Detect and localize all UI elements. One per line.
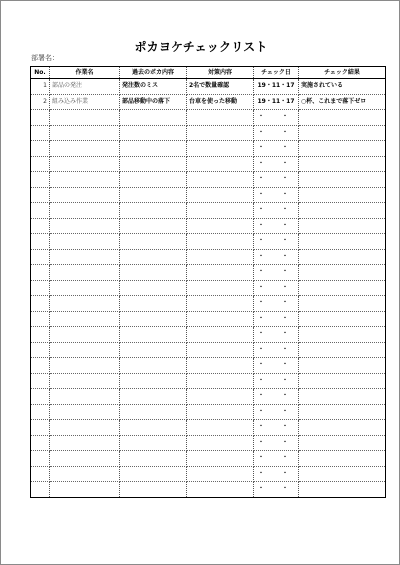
cell-task[interactable] <box>50 373 120 389</box>
page-title: ポカヨケチェックリスト <box>134 40 268 54</box>
cell-task[interactable] <box>50 156 120 172</box>
cell-task[interactable] <box>50 218 120 234</box>
table-row <box>31 141 386 157</box>
table-row <box>31 249 386 265</box>
cell-check-result[interactable] <box>299 172 386 188</box>
checklist-table <box>30 66 386 498</box>
cell-check-result[interactable] <box>299 482 386 498</box>
cell-no[interactable] <box>31 296 50 312</box>
cell-check-date[interactable]: ・ ・ <box>254 404 299 420</box>
cell-past-error[interactable]: 部品移動中の落下 <box>120 94 187 110</box>
cell-task[interactable] <box>50 203 120 219</box>
cell-task[interactable] <box>50 451 120 467</box>
cell-check-result[interactable] <box>299 404 386 420</box>
table-row <box>31 451 386 467</box>
cell-no[interactable]: 2 <box>31 94 50 110</box>
cell-check-result[interactable] <box>299 280 386 296</box>
cell-check-date[interactable]: ・ ・ <box>254 249 299 265</box>
cell-no[interactable] <box>31 311 50 327</box>
cell-no[interactable] <box>31 249 50 265</box>
cell-check-date[interactable]: ・ ・ <box>254 203 299 219</box>
cell-past-error[interactable] <box>120 342 187 358</box>
cell-no[interactable] <box>31 234 50 250</box>
cell-check-date[interactable]: ・ ・ <box>254 110 299 126</box>
cell-check-date[interactable]: ・ ・ <box>254 327 299 343</box>
cell-past-error[interactable] <box>120 373 187 389</box>
cell-check-date[interactable]: ・ ・ <box>254 172 299 188</box>
cell-check-result[interactable] <box>299 342 386 358</box>
cell-task[interactable] <box>50 234 120 250</box>
cell-past-error[interactable] <box>120 327 187 343</box>
cell-check-date[interactable]: ・ ・ <box>254 482 299 498</box>
cell-check-result[interactable] <box>299 156 386 172</box>
table-row <box>31 327 386 343</box>
cell-measure[interactable] <box>187 342 254 358</box>
cell-past-error[interactable] <box>120 141 187 157</box>
cell-check-date[interactable]: 19・11・17 <box>254 79 299 95</box>
table-row <box>31 389 386 405</box>
table-row <box>31 435 386 451</box>
cell-no[interactable] <box>31 482 50 498</box>
table-row <box>31 172 386 188</box>
cell-task[interactable] <box>50 172 120 188</box>
cell-check-date[interactable]: ・ ・ <box>254 187 299 203</box>
cell-no[interactable] <box>31 265 50 281</box>
table-row <box>31 296 386 312</box>
cell-check-result[interactable] <box>299 358 386 374</box>
cell-check-date[interactable]: ・ ・ <box>254 265 299 281</box>
cell-measure[interactable] <box>187 187 254 203</box>
cell-task[interactable] <box>50 435 120 451</box>
cell-measure[interactable] <box>187 311 254 327</box>
cell-check-result[interactable] <box>299 435 386 451</box>
cell-measure[interactable] <box>187 280 254 296</box>
cell-check-date[interactable]: ・ ・ <box>254 125 299 141</box>
header-check-date: チェック日 <box>254 67 299 79</box>
cell-check-date[interactable]: ・ ・ <box>254 451 299 467</box>
cell-no[interactable] <box>31 373 50 389</box>
table-body <box>31 79 386 498</box>
cell-task[interactable] <box>50 296 120 312</box>
cell-task[interactable] <box>50 342 120 358</box>
cell-check-result[interactable] <box>299 451 386 467</box>
table-row <box>31 218 386 234</box>
cell-check-date[interactable]: ・ ・ <box>254 141 299 157</box>
cell-past-error[interactable] <box>120 296 187 312</box>
cell-check-result[interactable] <box>299 389 386 405</box>
cell-measure[interactable] <box>187 218 254 234</box>
cell-past-error[interactable] <box>120 203 187 219</box>
cell-past-error[interactable] <box>120 389 187 405</box>
cell-measure[interactable] <box>187 172 254 188</box>
cell-task[interactable] <box>50 249 120 265</box>
cell-check-result[interactable] <box>299 265 386 281</box>
table-row <box>31 110 386 126</box>
header-no: No. <box>31 67 50 79</box>
cell-measure[interactable] <box>187 466 254 482</box>
cell-check-date[interactable]: ・ ・ <box>254 311 299 327</box>
cell-measure[interactable] <box>187 435 254 451</box>
cell-check-result[interactable] <box>299 234 386 250</box>
cell-task[interactable] <box>50 280 120 296</box>
cell-check-date[interactable]: ・ ・ <box>254 218 299 234</box>
cell-check-result[interactable] <box>299 218 386 234</box>
cell-check-result[interactable] <box>299 373 386 389</box>
cell-check-result[interactable] <box>299 187 386 203</box>
cell-task[interactable] <box>50 466 120 482</box>
table-row <box>31 234 386 250</box>
cell-measure[interactable] <box>187 451 254 467</box>
cell-no[interactable] <box>31 404 50 420</box>
cell-task[interactable] <box>50 141 120 157</box>
cell-check-date[interactable]: ・ ・ <box>254 373 299 389</box>
table-row <box>31 482 386 498</box>
cell-measure[interactable] <box>187 249 254 265</box>
cell-no[interactable] <box>31 451 50 467</box>
cell-no[interactable] <box>31 435 50 451</box>
cell-task[interactable]: 部品の発注 <box>50 79 120 95</box>
cell-check-result[interactable] <box>299 327 386 343</box>
cell-measure[interactable] <box>187 373 254 389</box>
table-row <box>31 420 386 436</box>
cell-check-date[interactable]: ・ ・ <box>254 358 299 374</box>
header-task: 作業名 <box>50 67 120 79</box>
header-past-error: 過去のポカ内容 <box>120 67 187 79</box>
table-row <box>31 342 386 358</box>
table-row <box>31 125 386 141</box>
cell-no[interactable]: 1 <box>31 79 50 95</box>
cell-no[interactable] <box>31 125 50 141</box>
table-row <box>31 311 386 327</box>
cell-past-error[interactable] <box>120 466 187 482</box>
cell-check-result[interactable] <box>299 249 386 265</box>
cell-measure[interactable] <box>187 404 254 420</box>
table-row <box>31 156 386 172</box>
cell-task[interactable] <box>50 327 120 343</box>
cell-check-result[interactable]: 実施されている <box>299 79 386 95</box>
cell-measure[interactable] <box>187 389 254 405</box>
cell-past-error[interactable] <box>120 125 187 141</box>
cell-measure[interactable] <box>187 125 254 141</box>
cell-no[interactable] <box>31 110 50 126</box>
cell-check-date[interactable]: ・ ・ <box>254 420 299 436</box>
cell-past-error[interactable] <box>120 358 187 374</box>
cell-task[interactable] <box>50 125 120 141</box>
table-row <box>31 404 386 420</box>
cell-task[interactable] <box>50 404 120 420</box>
cell-task[interactable] <box>50 389 120 405</box>
cell-measure[interactable]: 台車を使った移動 <box>187 94 254 110</box>
cell-task[interactable] <box>50 482 120 498</box>
table-row <box>31 373 386 389</box>
table-header-row <box>31 67 386 79</box>
cell-past-error[interactable] <box>120 156 187 172</box>
cell-past-error[interactable] <box>120 311 187 327</box>
cell-check-result[interactable] <box>299 125 386 141</box>
cell-measure[interactable] <box>187 203 254 219</box>
cell-past-error[interactable] <box>120 218 187 234</box>
cell-no[interactable] <box>31 420 50 436</box>
cell-measure[interactable] <box>187 296 254 312</box>
cell-measure[interactable] <box>187 141 254 157</box>
cell-check-result[interactable] <box>299 420 386 436</box>
cell-past-error[interactable] <box>120 265 187 281</box>
cell-no[interactable] <box>31 218 50 234</box>
cell-check-date[interactable]: ・ ・ <box>254 435 299 451</box>
cell-no[interactable] <box>31 156 50 172</box>
cell-no[interactable] <box>31 280 50 296</box>
cell-task[interactable] <box>50 311 120 327</box>
cell-past-error[interactable] <box>120 249 187 265</box>
cell-task[interactable] <box>50 265 120 281</box>
table-row <box>31 358 386 374</box>
cell-no[interactable] <box>31 203 50 219</box>
cell-task[interactable] <box>50 187 120 203</box>
cell-no[interactable] <box>31 358 50 374</box>
department-label: 部署名： <box>31 54 59 62</box>
header-check-result: チェック結果 <box>299 67 386 79</box>
table-row <box>31 203 386 219</box>
cell-check-result[interactable] <box>299 311 386 327</box>
cell-past-error[interactable] <box>120 435 187 451</box>
cell-measure[interactable] <box>187 420 254 436</box>
cell-task[interactable]: 組み込み作業 <box>50 94 120 110</box>
cell-check-result[interactable] <box>299 466 386 482</box>
cell-measure[interactable] <box>187 358 254 374</box>
cell-check-date[interactable]: ・ ・ <box>254 280 299 296</box>
cell-check-date[interactable]: 19・11・17 <box>254 94 299 110</box>
header-measure: 対策内容 <box>187 67 254 79</box>
cell-measure[interactable] <box>187 482 254 498</box>
cell-task[interactable] <box>50 110 120 126</box>
cell-check-date[interactable]: ・ ・ <box>254 156 299 172</box>
cell-check-date[interactable]: ・ ・ <box>254 466 299 482</box>
cell-no[interactable] <box>31 466 50 482</box>
table-row <box>31 94 386 110</box>
table-row <box>31 79 386 95</box>
cell-past-error[interactable] <box>120 482 187 498</box>
cell-measure[interactable] <box>187 156 254 172</box>
cell-check-date[interactable]: ・ ・ <box>254 389 299 405</box>
cell-past-error[interactable] <box>120 451 187 467</box>
cell-past-error[interactable]: 発注数のミス <box>120 79 187 95</box>
cell-measure[interactable] <box>187 234 254 250</box>
cell-check-result[interactable]: ○杯、これまで落下ゼロ <box>299 94 386 110</box>
cell-check-result[interactable] <box>299 296 386 312</box>
cell-measure[interactable]: 2名で数量確認 <box>187 79 254 95</box>
cell-check-date[interactable]: ・ ・ <box>254 296 299 312</box>
cell-no[interactable] <box>31 187 50 203</box>
cell-past-error[interactable] <box>120 404 187 420</box>
cell-past-error[interactable] <box>120 172 187 188</box>
cell-past-error[interactable] <box>120 110 187 126</box>
table-row <box>31 187 386 203</box>
cell-check-result[interactable] <box>299 203 386 219</box>
cell-measure[interactable] <box>187 327 254 343</box>
cell-past-error[interactable] <box>120 420 187 436</box>
cell-no[interactable] <box>31 327 50 343</box>
cell-no[interactable] <box>31 141 50 157</box>
cell-no[interactable] <box>31 172 50 188</box>
table-row <box>31 280 386 296</box>
cell-no[interactable] <box>31 389 50 405</box>
table-row <box>31 265 386 281</box>
cell-measure[interactable] <box>187 265 254 281</box>
cell-task[interactable] <box>50 358 120 374</box>
cell-check-date[interactable]: ・ ・ <box>254 234 299 250</box>
cell-past-error[interactable] <box>120 187 187 203</box>
cell-past-error[interactable] <box>120 280 187 296</box>
cell-check-date[interactable]: ・ ・ <box>254 342 299 358</box>
cell-measure[interactable] <box>187 110 254 126</box>
cell-check-result[interactable] <box>299 110 386 126</box>
cell-no[interactable] <box>31 342 50 358</box>
cell-task[interactable] <box>50 420 120 436</box>
table-row <box>31 466 386 482</box>
cell-check-result[interactable] <box>299 141 386 157</box>
cell-past-error[interactable] <box>120 234 187 250</box>
